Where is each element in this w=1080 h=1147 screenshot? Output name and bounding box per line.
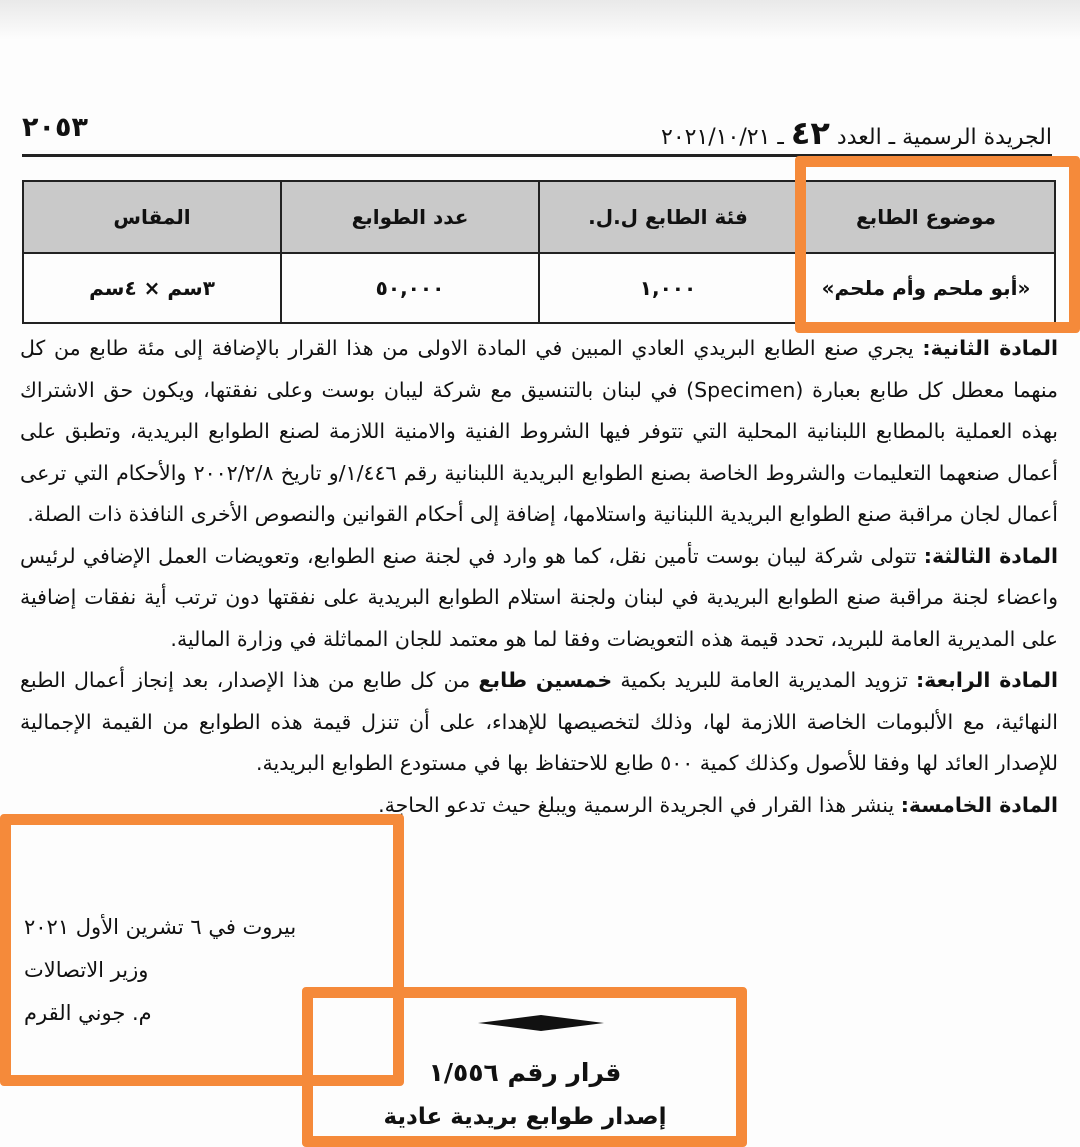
article-3 bbox=[20, 536, 1058, 661]
article-text: تتولى شركة ليبان بوست تأمين نقل، كما هو وارد في لجنة صنع الطوابع، وتعويضات العمل الإضافي لرئيس واعضاء لجنة مراقبة صنع الطوابع البريدية في لبنان ولجنة استلام الطوابع البريدية على نفقتها دون ترتب أية نفقات إضافية على المديرية العامة للبريد، تحدد قيمة هذه التعويضات وفقا لما هو معتمد للجان المماثلة في وزارة المالية. bbox=[20, 543, 1058, 651]
cell-size: ٣سم × ٤سم bbox=[23, 253, 281, 323]
article-text: ينشر هذا القرار في الجريدة الرسمية ويبلغ حيث تدعو الحاجة. bbox=[378, 792, 895, 817]
highlight-box-decision bbox=[302, 987, 747, 1147]
cell-subject: «أبو ملحم وأم ملحم» bbox=[797, 253, 1055, 323]
article-label: المادة الرابعة: bbox=[915, 668, 1058, 692]
article-text: تزويد المديرية العامة للبريد بكمية bbox=[620, 668, 908, 692]
column-header-denomination: فئة الطابع ل.ل. bbox=[539, 181, 797, 253]
column-header-size: المقاس bbox=[23, 181, 281, 253]
signature-place-date: بيروت في ٦ تشرين الأول ٢٠٢١ bbox=[24, 915, 297, 939]
page-number: ٢٠٥٣ bbox=[22, 112, 88, 143]
article-text: يجري صنع الطابع البريدي العادي المبين في المادة الاولى من هذا القرار بالإضافة إلى مئة طابع من كل منهما معطل كل طابع بعبارة (Specimen) في لبنان بالتنسيق مع شركة ليبان بوست وعلى نفقتها، ويكون حق الاشتراك بهذه العملية بالمطابع اللبنانية المحلية التي تتوفر فيها الشروط الفنية والامنية اللازمة لصنع الطوابع البريدية، وتطبق على أعمال صنعهما التعليمات والشروط الخاصة بصنع الطوابع البريدية اللبنانية رقم ١/٤٤٦/و تاريخ ٢٠٠٢/٢/٨ والأحكام التي ترعى أعمال لجان مراقبة صنع الطوابع البريدية اللبنانية واستلامها، إضافة إلى أحكام القوانين والنصوص الأخرى النافذة ذات الصلة. bbox=[20, 336, 1059, 526]
article-label: المادة الثالثة: bbox=[923, 543, 1058, 568]
decision-number: قرار رقم ١/٥٥٦ bbox=[428, 1058, 622, 1087]
article-4 bbox=[20, 660, 1058, 785]
column-header-quantity: عدد الطوابع bbox=[281, 181, 539, 253]
article-emphasis: خمسين طابع bbox=[478, 668, 613, 692]
issue-number: ٤٢ bbox=[790, 114, 830, 152]
highlight-box-stamp-subject bbox=[795, 156, 1080, 333]
issue-date: ـ ٢٠٢١/١٠/٢١ bbox=[661, 125, 784, 150]
gazette-title-prefix: الجريدة الرسمية ـ العدد bbox=[836, 125, 1052, 150]
article-label: المادة الثانية: bbox=[922, 336, 1058, 360]
signature-name: م. جوني القرم bbox=[24, 1001, 152, 1025]
article-text: من كل طابع من هذا الإصدار، بعد إنجاز أعمال الطبع النهائية، مع الألبومات الخاصة اللازمة لها، وذلك لتخصيصها للإهداء، على أن تنزل قيمة هذه الطوابع من القيمة الإجمالية للإصدار العائد لها وفقا للأصول وكذلك كمية ٥٠٠ طابع للاحتفاظ بها في مستودع الطوابع البريدية. bbox=[20, 668, 1058, 775]
decision-subject: إصدار طوابع بريدية عادية bbox=[383, 1104, 667, 1130]
signature-title: وزير الاتصالات bbox=[24, 958, 149, 982]
gazette-title bbox=[661, 114, 1052, 152]
article-label: المادة الخامسة: bbox=[900, 792, 1058, 817]
gazette-header bbox=[22, 108, 1052, 157]
column-header-subject: موضوع الطابع bbox=[797, 181, 1055, 253]
cell-quantity: ٥٠,٠٠٠ bbox=[281, 253, 539, 323]
scan-top-edge bbox=[0, 0, 1080, 40]
articles-body bbox=[20, 328, 1058, 826]
cell-denomination: ١,٠٠٠ bbox=[539, 253, 797, 323]
article-2 bbox=[20, 328, 1058, 536]
